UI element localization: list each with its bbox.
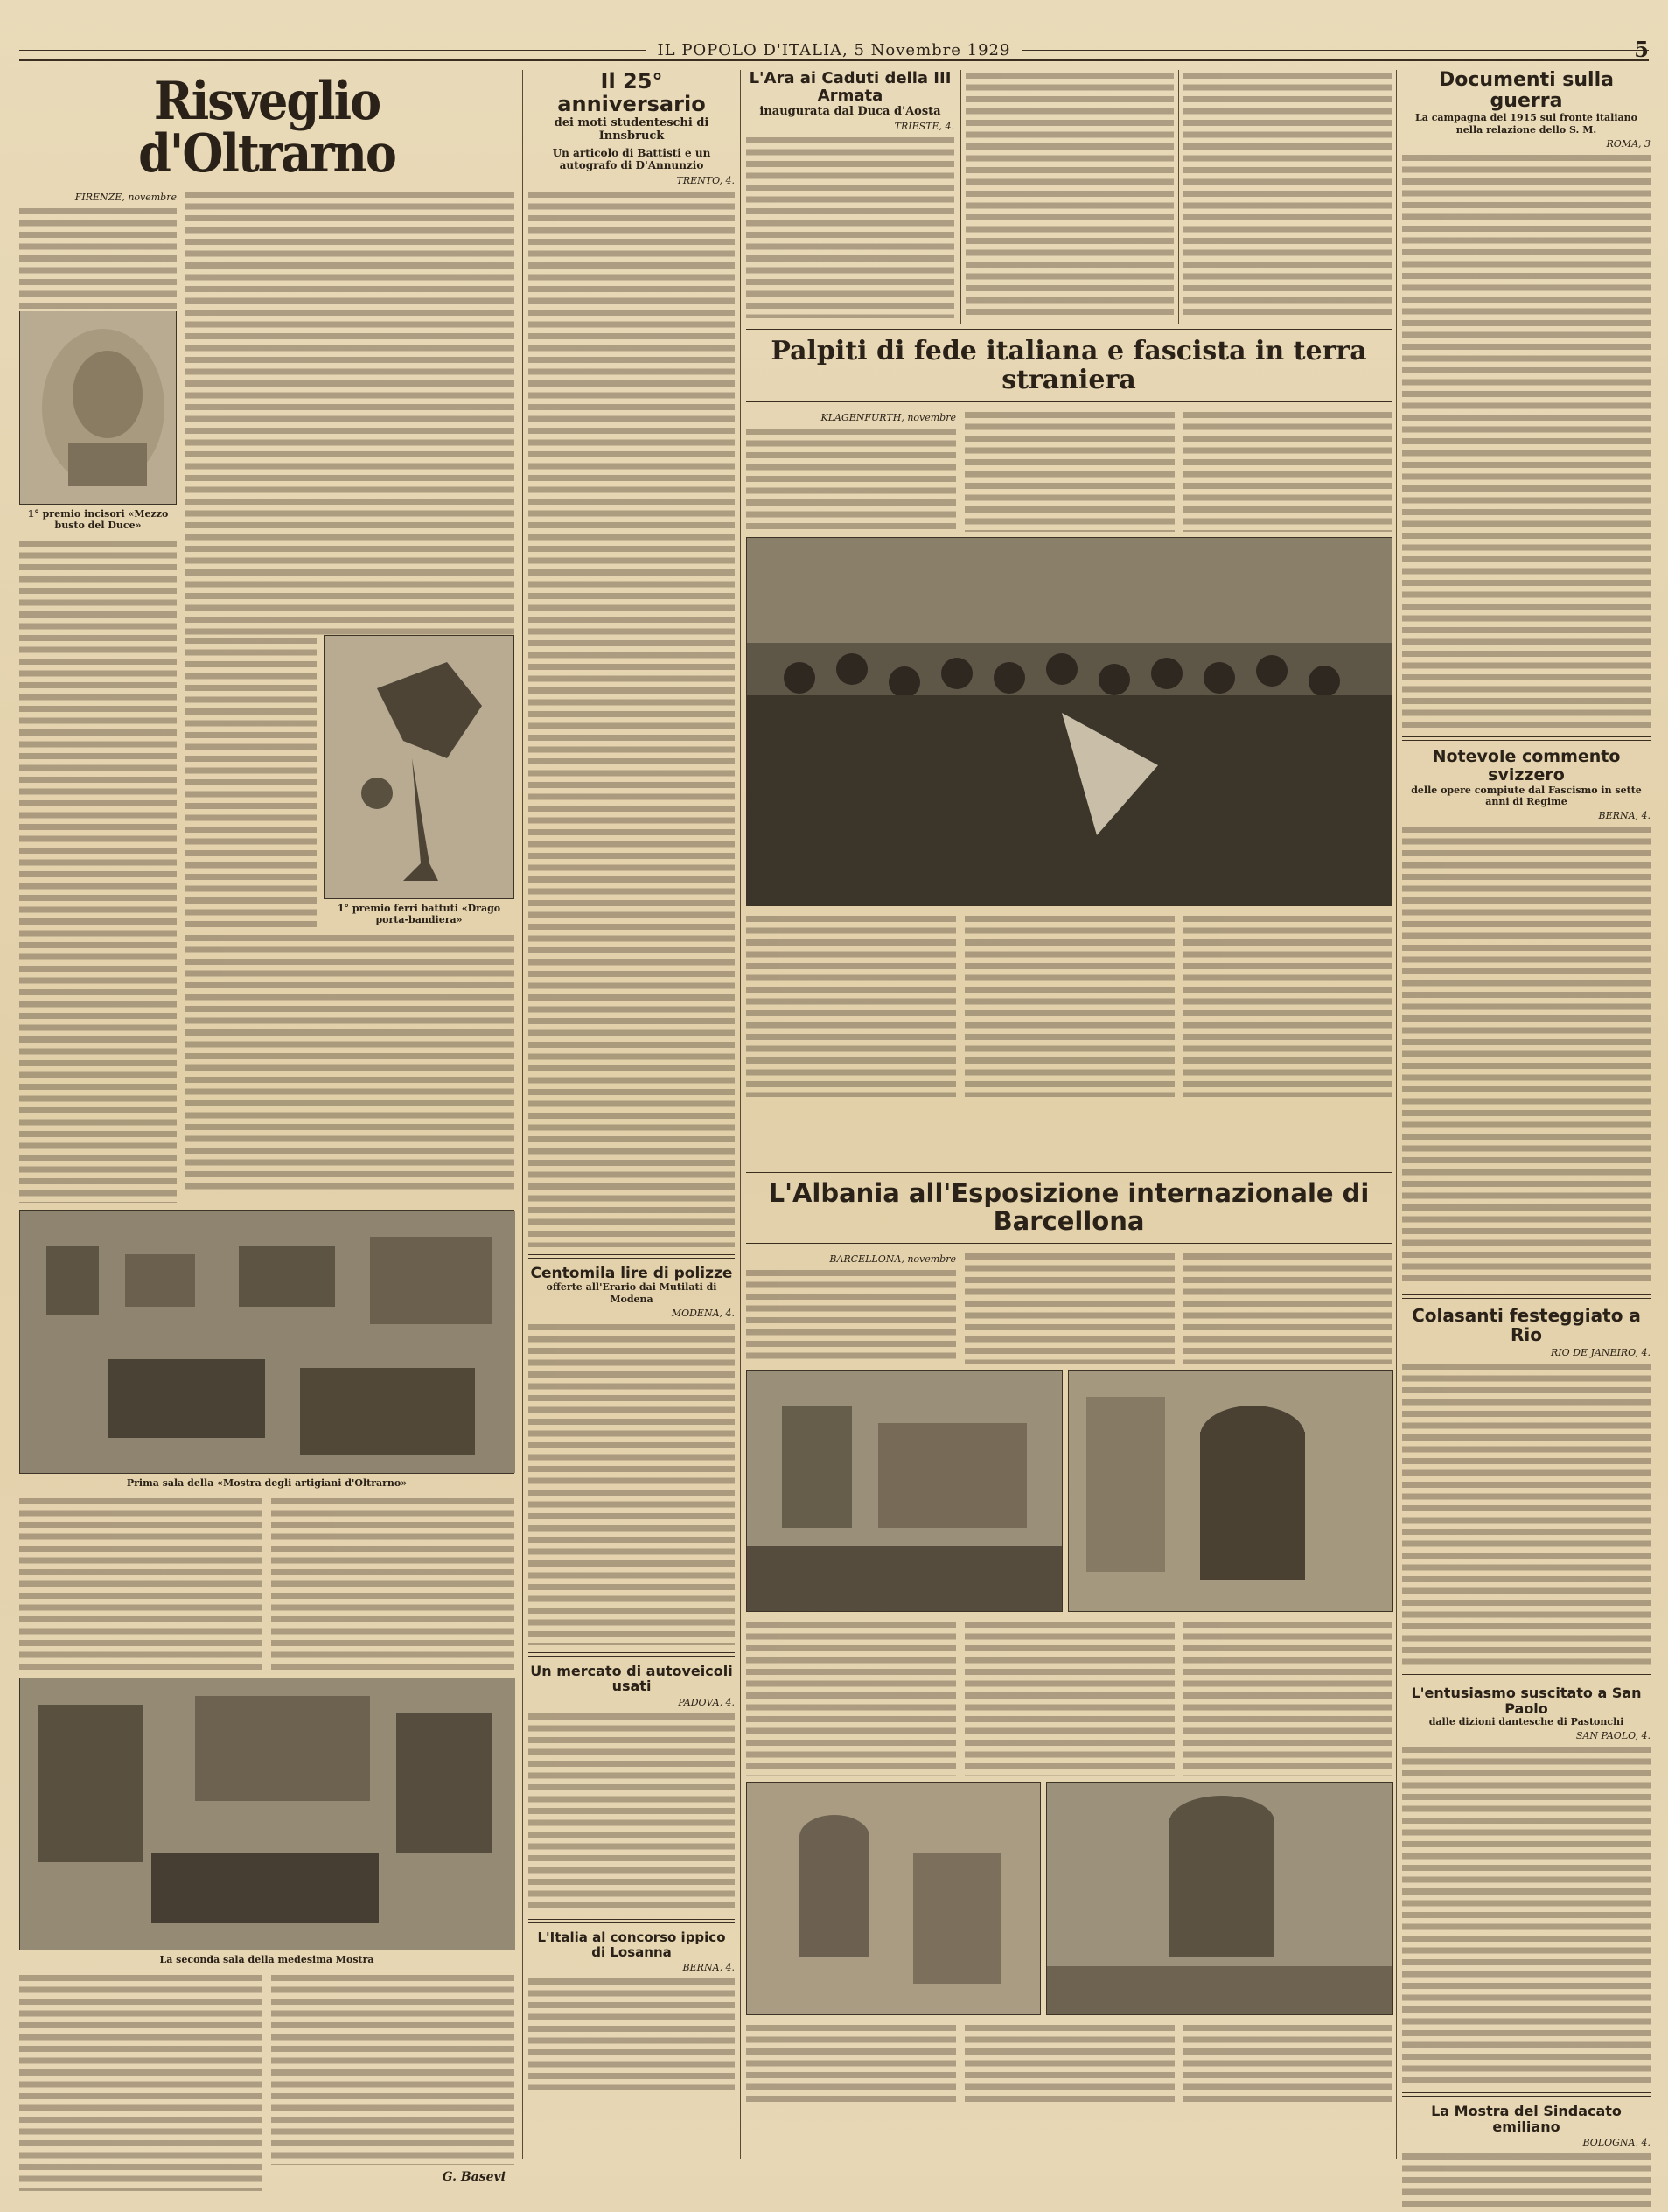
body-text [1183, 409, 1392, 532]
body-text [1402, 1744, 1651, 2085]
section-divider [528, 1919, 735, 1923]
hall-niche-icon [1047, 1783, 1392, 2014]
dateline: BARCELLONA, novembre [829, 1253, 956, 1265]
pavilion-interior-photo [746, 1370, 1063, 1612]
body-text [528, 1976, 735, 2090]
section-divider [1402, 736, 1651, 741]
subhead: La campagna del 1915 sul fronte italiano nella relazione dello S. M. [1415, 112, 1637, 136]
headline: L'Albania all'Esposizione internazionale di Barcellona [768, 1178, 1370, 1236]
body-text [1183, 1251, 1392, 1364]
subhead: inaugurata dal Duca d'Aosta [759, 104, 941, 118]
dateline: BERNA, 4. [1598, 809, 1651, 821]
section-divider [746, 329, 1392, 330]
subhead: offerte all'Erario dai Mutilati di Modena [546, 1281, 717, 1305]
pavilion-entrance-photo [1068, 1370, 1393, 1612]
headline: Notevole commento svizzero [1432, 746, 1621, 785]
bust-photo [19, 311, 177, 505]
body-text [1402, 824, 1651, 1287]
section-divider [528, 1254, 735, 1259]
headline: Documenti sulla guerra [1439, 69, 1614, 113]
headline: L'Ara ai Caduti della III Armata [749, 69, 952, 105]
section-divider [528, 1652, 735, 1657]
masthead-title: IL POPOLO D'ITALIA, 5 Novembre 1929 [657, 40, 1011, 59]
column-2 [528, 70, 735, 2159]
body-text [19, 1496, 262, 1671]
masthead [19, 37, 1649, 62]
body-text [1183, 2022, 1392, 2105]
body-text [1402, 152, 1651, 729]
body-text [528, 1711, 735, 1912]
body-text [19, 206, 177, 311]
article-risveglio-oltrarno [19, 70, 514, 2184]
subhead: dalle dizioni dantesche di Pastonchi [1428, 1716, 1624, 1728]
body-text [1183, 913, 1392, 1097]
exhibition-room-icon [20, 1211, 515, 1473]
dateline: KLAGENFURTH, novembre [820, 412, 956, 423]
dragon-photo [324, 635, 514, 899]
body-text [965, 2022, 1175, 2105]
body-text [746, 1267, 956, 1364]
column-6 [1402, 70, 1651, 2159]
caption: La seconda sala della medesima Mostra [159, 1954, 374, 1965]
headline: Risveglio d'Oltrarno [138, 71, 395, 185]
arched-doorway-icon [1069, 1371, 1392, 1611]
exhibition-hall-photo-1 [19, 1210, 514, 1474]
body-text [185, 189, 514, 635]
crowd-photo [746, 537, 1392, 906]
body-text [746, 426, 956, 531]
body-text [271, 1496, 514, 1671]
dateline: FIRENZE, novembre [74, 192, 177, 203]
body-text [746, 2022, 956, 2105]
article-ara-caduti-cont [1183, 70, 1392, 324]
body-text [965, 409, 1175, 532]
headline: La Mostra del Sindacato emiliano [1431, 2103, 1622, 2135]
body-text [1402, 2151, 1651, 2212]
kicker: Un articolo di Battisti e un autografo di D'Annunzio [552, 146, 711, 172]
article-ara-caduti-cont [966, 70, 1174, 324]
section-divider [1402, 2092, 1651, 2097]
body-text [19, 1972, 262, 2191]
dateline: BOLOGNA, 4. [1582, 2137, 1651, 2149]
subhead: delle opere compiute dal Fascismo in sette anni di Regime [1411, 784, 1642, 807]
dragon-flag-holder-icon [325, 636, 515, 898]
body-text [1183, 1619, 1392, 1776]
body-text [528, 189, 735, 1247]
dateline: PADOVA, 4. [678, 1697, 735, 1708]
body-text [1183, 70, 1392, 319]
crowd-group-icon [747, 538, 1392, 905]
dateline: SAN PAOLO, 4. [1575, 1730, 1651, 1742]
column-rule [740, 70, 741, 2159]
column-rule [960, 70, 961, 324]
body-text [528, 1322, 735, 1645]
signature: G. Basevi [442, 2170, 506, 2184]
masthead-rule-right [1022, 49, 1649, 51]
body-text [965, 1619, 1175, 1776]
headline: Colasanti festeggiato a Rio [1412, 1304, 1641, 1345]
dateline: ROMA, 3 [1606, 137, 1651, 150]
masthead-rule-left [19, 49, 646, 51]
headline: Centomila lire di polizze [530, 1264, 733, 1282]
section-divider [746, 401, 1392, 402]
headline: L'entusiasmo suscitato a San Paolo [1411, 1684, 1642, 1717]
courtyard-arches-icon [747, 1783, 1040, 2014]
body-text [19, 538, 177, 1203]
pavilion-hall-photo [1046, 1782, 1393, 2015]
dateline: TRIESTE, 4. [894, 121, 954, 133]
dateline: MODENA, 4. [671, 1307, 735, 1319]
headline: Palpiti di fede italiana e fascista in terra straniera [771, 336, 1367, 395]
article-ara-caduti [746, 70, 954, 332]
exhibition-hall-photo-2 [19, 1678, 514, 1950]
column-rule [1396, 70, 1397, 2159]
body-text [271, 1972, 514, 2165]
body-text [746, 913, 956, 1097]
relief-bust-icon [20, 311, 178, 504]
dateline: TRENTO, 4. [676, 174, 735, 186]
column-rule [522, 70, 523, 2159]
body-text [746, 1619, 956, 1776]
dateline: BERNA, 4. [682, 1962, 735, 1973]
section-divider [746, 1169, 1392, 1173]
caption: Prima sala della «Mostra degli artigiani d'Oltrarno» [126, 1477, 408, 1489]
headline: Un mercato di autoveicoli usati [530, 1662, 733, 1695]
body-text [965, 913, 1175, 1097]
article-albania-barcellona [746, 1169, 1392, 2159]
dateline: RIO DE JANEIRO, 4. [1551, 1346, 1651, 1358]
subhead: dei moti studenteschi di Innsbruck [554, 115, 709, 143]
exhibition-room-icon [20, 1678, 515, 1950]
headline: Il 25° anniversario [557, 69, 706, 117]
caption: 1° premio incisori «Mezzo busto del Duce» [27, 508, 169, 531]
pavilion-room-icon [747, 1371, 1062, 1611]
section-divider [1402, 1674, 1651, 1678]
body-text [746, 135, 954, 318]
article-palpiti-fede [746, 329, 1392, 1169]
body-text [966, 70, 1174, 319]
body-text [1402, 1361, 1651, 1667]
page-number: 5 [1634, 37, 1649, 62]
section-divider [1402, 1294, 1651, 1299]
caption: 1° premio ferri battuti «Drago porta-bandiera» [337, 903, 501, 925]
headline: L'Italia al concorso ippico di Losanna [537, 1929, 726, 1960]
body-text [185, 635, 317, 932]
pavilion-courtyard-photo [746, 1782, 1041, 2015]
column-rule [1178, 70, 1179, 324]
body-text [185, 932, 514, 1195]
section-divider [746, 1243, 1392, 1244]
body-text [965, 1251, 1175, 1364]
